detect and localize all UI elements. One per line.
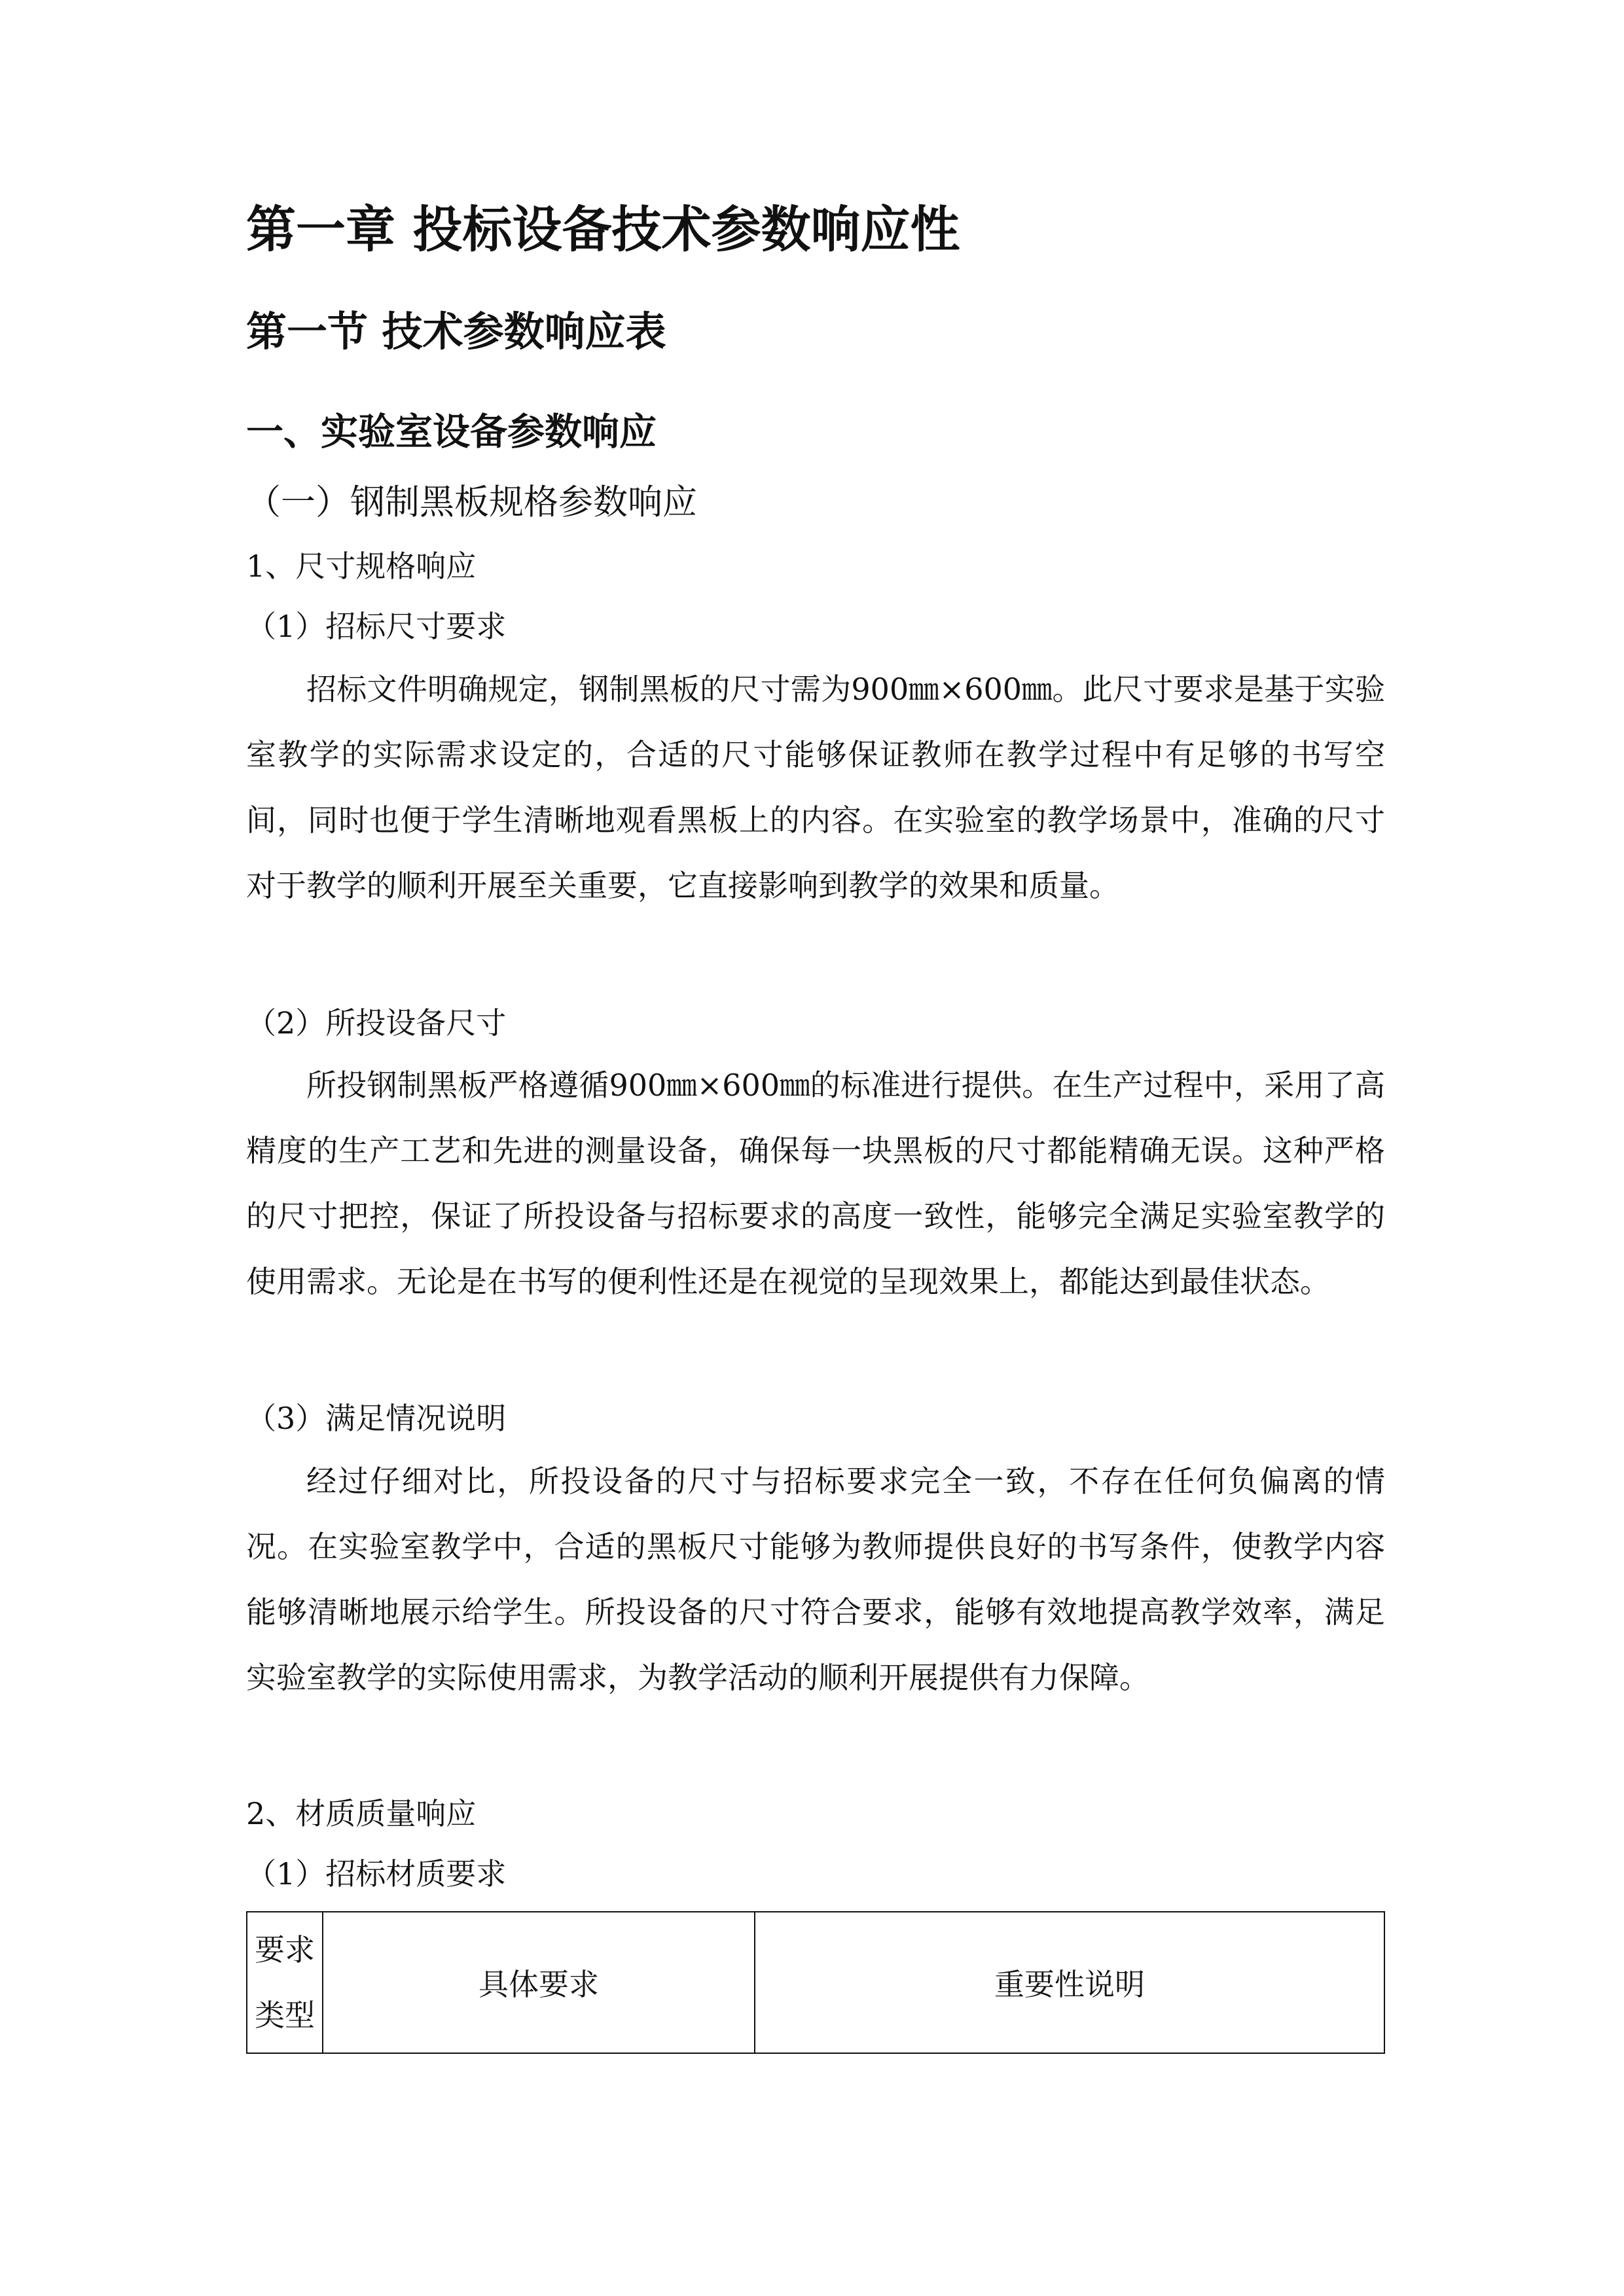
header-specific-requirements: 具体要求: [323, 1912, 755, 2053]
header-importance: 重要性说明: [755, 1912, 1384, 2053]
header-type-line2: 类型: [255, 1998, 315, 2033]
section-title: 第一节 技术参数响应表: [246, 308, 666, 355]
point1-sub3-title: （3）满足情况说明: [246, 1401, 507, 1436]
point1-sub3-paragraph: 经过仔细对比，所投设备的尺寸与招标要求完全一致，不存在任何负偏离的情况。在实验室教学中，合适的黑板尺寸能够为教师提供良好的书写条件，使教学内容能够清晰地展示给学生。所投设备的尺寸符合要求，能够有效地提高教学效率，满足实验室教学的实际使用需求，为教学活动的顺利开展提供有力保障。: [246, 1463, 1385, 1695]
item-title: （一）钢制黑板规格参数响应: [246, 482, 697, 522]
subsection-title: 一、实验室设备参数响应: [246, 410, 657, 454]
table-header-row: [247, 1912, 1384, 2053]
header-type-line1: 要求: [255, 1932, 315, 1967]
point1-sub1-title: （1）招标尺寸要求: [246, 609, 507, 644]
header-requirement-type: [247, 1912, 323, 2053]
chapter-title: 第一章 投标设备技术参数响应性: [246, 200, 960, 259]
point1-sub2-title: （2）所投设备尺寸: [246, 1005, 507, 1041]
point1-sub1-paragraph: 招标文件明确规定，钢制黑板的尺寸需为900㎜×600㎜。此尺寸要求是基于实验室教学的实际需求设定的，合适的尺寸能够保证教师在教学过程中有足够的书写空间，同时也便于学生清晰地观看黑板上的内容。在实验室的教学场景中，准确的尺寸对于教学的顺利开展至关重要，它直接影响到教学的效果和质量。: [246, 672, 1385, 903]
material-requirements-table: [246, 1911, 1385, 2054]
point1-title: 1、尺寸规格响应: [246, 548, 477, 584]
point2-title: 2、材质质量响应: [246, 1796, 477, 1831]
point1-sub2-paragraph: 所投钢制黑板严格遵循900㎜×600㎜的标准进行提供。在生产过程中，采用了高精度的生产工艺和先进的测量设备，确保每一块黑板的尺寸都能精确无误。这种严格的尺寸把控，保证了所投设备与招标要求的高度一致性，能够完全满足实验室教学的使用需求。无论是在书写的便利性还是在视觉的呈现效果上，都能达到最佳状态。: [246, 1067, 1385, 1299]
point2-sub1-title: （1）招标材质要求: [246, 1856, 507, 1892]
